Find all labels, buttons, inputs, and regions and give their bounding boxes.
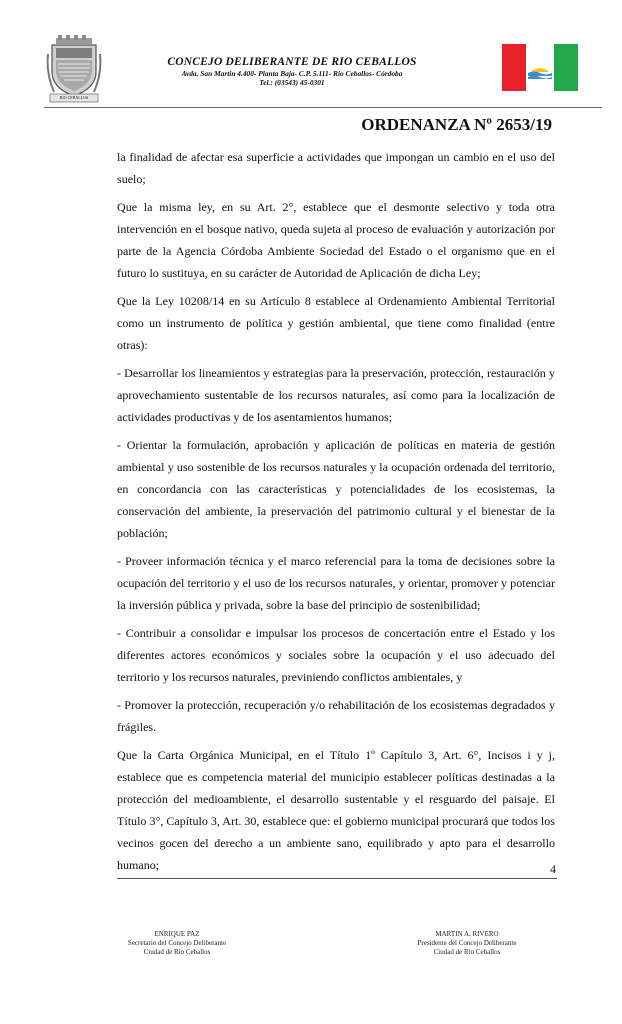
- body-paragraph: - Promover la protección, recuperación y/o rehabilitación de los ecosistemas degradados y frágiles.: [117, 698, 555, 734]
- page-number: 4: [550, 862, 556, 876]
- org-phone: Tel.: (03543) 45-0301: [259, 78, 325, 87]
- body-paragraph: - Proveer información técnica y el marco referencial para la toma de decisiones sobre la ocupación del territorio y el uso de los recursos naturales, y orientar, promover y potenciar la inversión pública y privada, sobre la base del principio de sostenibilidad;: [117, 554, 555, 612]
- signatory-role: Presidente del Concejo Deliberante: [417, 939, 517, 947]
- header-divider: [44, 107, 602, 108]
- signatory-place: Ciudad de Rio Ceballos: [143, 948, 211, 956]
- signatory-name: MARTIN A. RIVERO: [435, 930, 499, 938]
- signatory-role: Secretario del Concejo Deliberante: [127, 939, 227, 947]
- body-paragraph: - Contribuir a consolidar e impulsar los procesos de concertación entre el Estado y los diferentes actores económicos y sociales sobre la ocupación y el uso adecuado del territorio y los recursos naturales, previniendo conflictos ambientales, y: [117, 626, 555, 684]
- signature-block-secretary: [92, 930, 262, 957]
- body-paragraph: - Orientar la formulación, aprobación y aplicación de políticas en materia de gestión ambiental y uso sostenible de los recursos naturales y la ocupación ordenada del territorio, en concordancia con las características y potencialidades de los ecosistemas, la conservación del ambiente, la preservación del patrimonio cultural y el bienestar de la población;: [117, 438, 555, 540]
- body-paragraph: la finalidad de afectar esa superficie a actividades que impongan un cambio en el uso del suelo;: [117, 150, 555, 186]
- ordinance-title: ORDENANZA Nº 2653/19: [361, 115, 552, 134]
- body-paragraph: Que la Carta Orgánica Municipal, en el Título 1º Capítulo 3, Art. 6°, Incisos i y j, establece que es competencia material del municipio establecer políticas destinadas a la protección del medioambiente, el desarrollo sustentable y el resguardo del paisaje. El Título 3°, Capítulo 3, Art. 30, establece que: el gobierno municipal procurará que todos los vecinos gocen del derecho a un ambiente sano, equilibrado y apto para el desarrollo humano;: [117, 748, 555, 872]
- body-paragraph: - Desarrollar los lineamientos y estrategias para la preservación, protección, restauración y aprovechamiento sustentable de los recursos naturales, así como para la localización de actividades productivas y de los asentamientos humanos;: [117, 366, 555, 424]
- org-name: CONCEJO DELIBERANTE DE RIO CEBALLOS: [167, 56, 417, 68]
- letterhead: [118, 55, 466, 87]
- body-paragraph: Que la misma ley, en su Art. 2°, establece que el desmonte selectivo y toda otra intervención en el bosque nativo, queda sujeta al proceso de evaluación y autorización por parte de la Agencia Córdoba Ambiente Sociedad del Estado o el organismo que en el futuro lo sustituya, en su carácter de Autoridad de Aplicación de dicha Ley;: [117, 200, 555, 280]
- flag-icon: [502, 44, 578, 91]
- ordinance-body: [117, 146, 555, 882]
- signature-block-president: [382, 930, 552, 957]
- body-paragraph: Que la Ley 10208/14 en su Artículo 8 establece al Ordenamiento Ambiental Territorial como un instrumento de política y gestión ambiental, que tiene como finalidad (entre otras):: [117, 294, 555, 352]
- crest-ribbon-label: RIO CEBALLOS: [59, 95, 89, 100]
- city-flag-logo: [502, 44, 578, 91]
- footer-divider: [117, 878, 557, 879]
- org-address: Avda. San Martin 4.400- Planta Baja- C.P. 5.111- Rio Ceballos- Córdoba: [181, 69, 403, 78]
- municipal-crest-logo: [46, 34, 102, 106]
- signatory-name: ENRIQUE PAZ: [154, 930, 200, 938]
- signatory-place: Ciudad de Rio Ceballos: [433, 948, 501, 956]
